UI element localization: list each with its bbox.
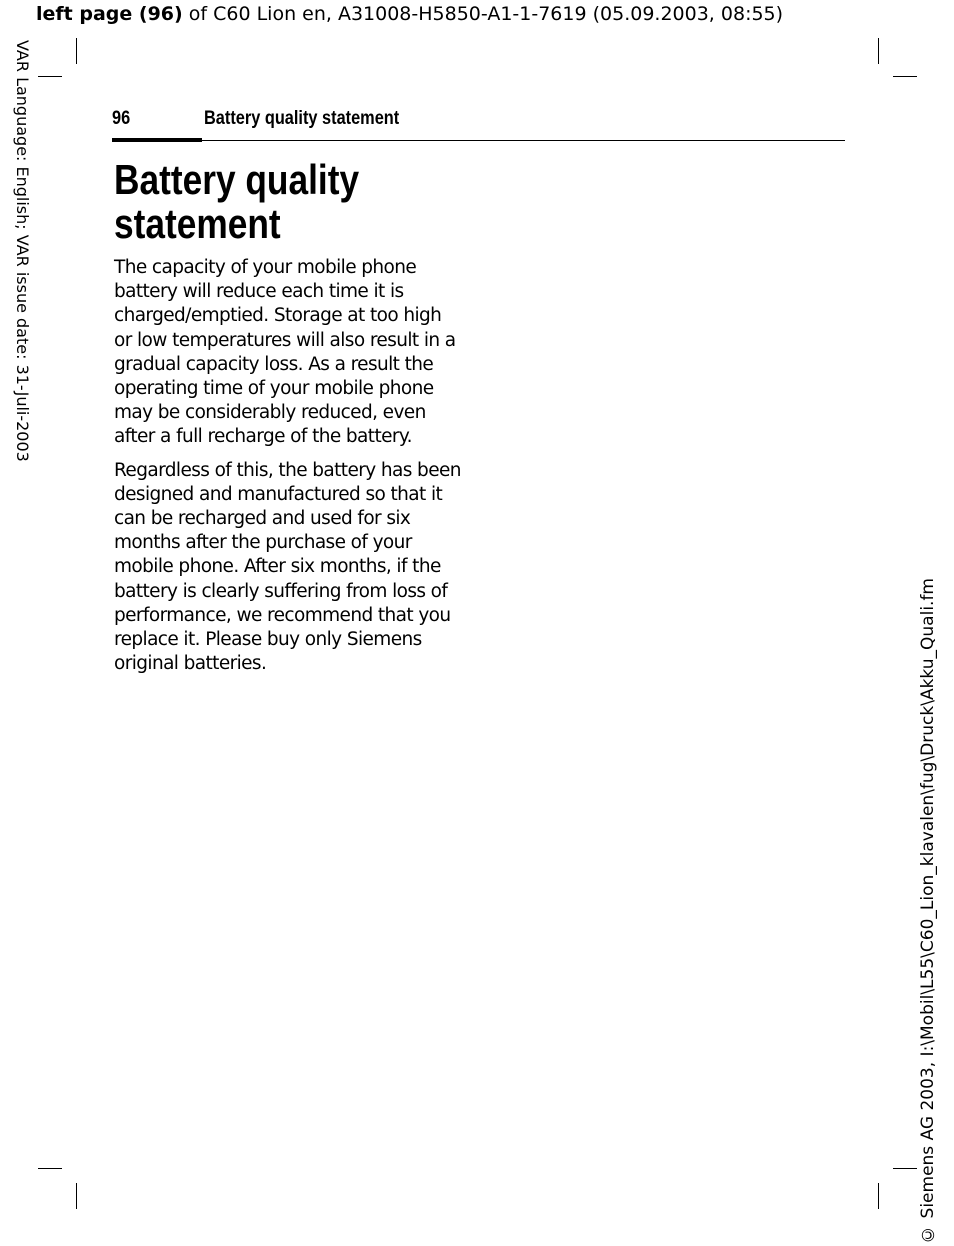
body-text bbox=[114, 256, 464, 685]
crop-mark bbox=[38, 76, 62, 77]
crop-mark bbox=[893, 76, 917, 77]
side-file-path: © Siemens AG 2003, I:\Mobil\L55\C60_Lion_klavalen\fug\Druck\Akku_Quali.fm bbox=[918, 578, 938, 1244]
slug-document-info: of C60 Lion en, A31008-H5850-A1-1-7619 (05.09.2003, 08:55) bbox=[182, 3, 784, 25]
crop-mark bbox=[38, 1168, 62, 1169]
paragraph: Regardless of this, the battery has been designed and manufactured so that it can be recharged and used for six months after the purchase of your mobile phone. After six months, if the battery is clearly suffering from loss of performance, we recommend that you replace it. Please buy only Siemens original batteries. bbox=[114, 459, 461, 675]
page-number: 96 bbox=[112, 108, 131, 129]
header-rule-thick bbox=[112, 138, 202, 142]
header-rule bbox=[202, 140, 845, 141]
slug-page-label: left page (96) bbox=[36, 3, 183, 25]
crop-mark bbox=[76, 1183, 77, 1209]
paragraph: The capacity of your mobile phone battery will reduce each time it is charged/emptied. Storage at too high or low temperatures will also result in a gradual capacity loss. As a result the operating time of your mobile phone may be considerably reduced, even after a full recharge of the battery. bbox=[114, 257, 456, 448]
crop-mark bbox=[878, 38, 879, 64]
running-head bbox=[112, 106, 845, 142]
side-var-info: VAR Language: English; VAR issue date: 31-Juli-2003 bbox=[13, 40, 32, 462]
crop-mark bbox=[76, 38, 77, 64]
print-slug bbox=[36, 2, 783, 26]
crop-mark bbox=[878, 1183, 879, 1209]
chapter-title: Battery quality statement bbox=[114, 156, 360, 247]
crop-mark bbox=[893, 1168, 917, 1169]
running-head-title: Battery quality statement bbox=[204, 108, 400, 129]
